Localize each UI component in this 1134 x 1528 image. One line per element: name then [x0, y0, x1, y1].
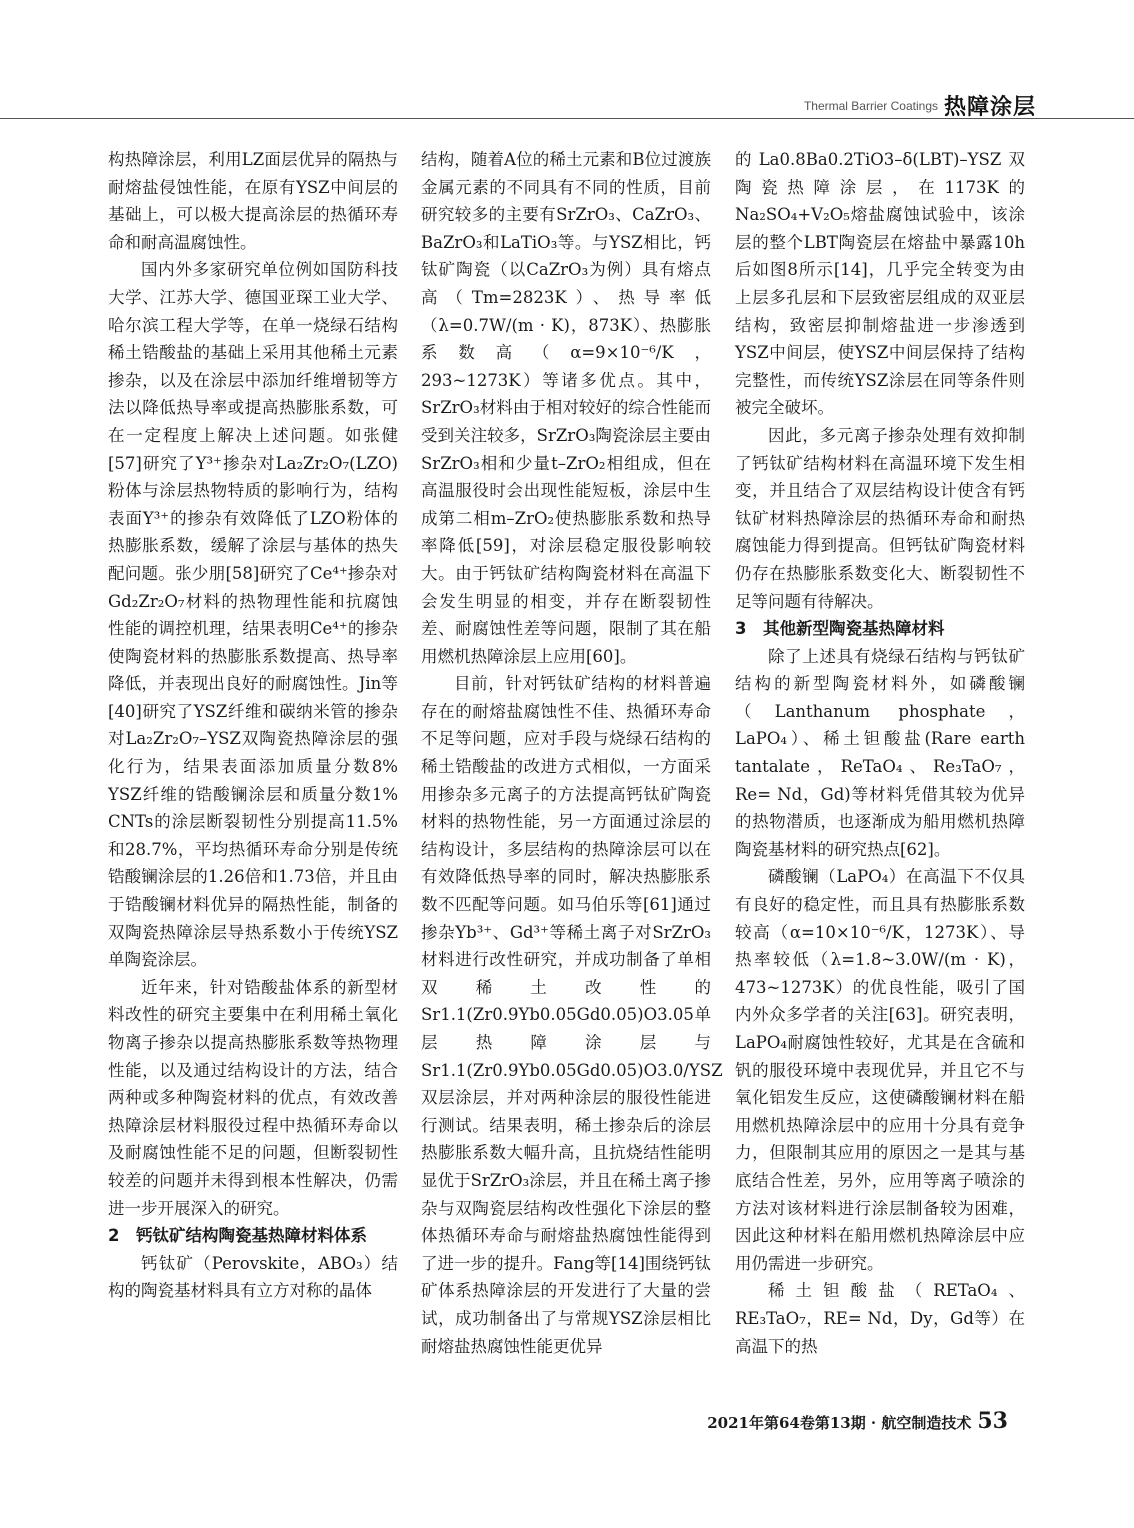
- column-2: [421, 146, 723, 1360]
- paragraph: 的La0.8Ba0.2TiO3–δ(LBT)–YSZ双陶瓷热障涂层，在1173K的Na₂SO₄+V₂O₅熔盐腐蚀试验中，该涂层的整个LBT陶瓷层在熔盐中暴露10h后如图8所示[14]，几乎完全转变为由上层多孔层和下层致密层组成的双亚层结构，致密层抑制熔盐进一步渗透到YSZ中间层，使YSZ中间层保持了结构完整性，而传统YSZ涂层在同等条件则被完全破坏。: [735, 150, 1025, 418]
- page-number: 53: [977, 1408, 1008, 1434]
- paragraph: 钙钛矿（Perovskite，ABO₃）结构的陶瓷基材料具有立方对称的晶体: [108, 1253, 398, 1301]
- paragraph: 结构，随着A位的稀土元素和B位过渡族金属元素的不同具有不同的性质，目前研究较多的主要有SrZrO₃、CaZrO₃、BaZrO₃和LaTiO₃等。与YSZ相比，钙钛矿陶瓷（以CaZrO₃为例）具有熔点高（Tm=2823K）、热导率低（λ=0.7W/(m · K)，873K）、热膨胀系数高（α=9×10⁻⁶/K，293~1273K）等诸多优点。其中，SrZrO₃材料由于相对较好的综合性能而受到关注较多，SrZrO₃陶瓷涂层主要由SrZrO₃相和少量t–ZrO₂相组成，但在高温服役时会出现性能短板，涂层中生成第二相m–ZrO₂使热膨胀系数和热导率降低[59]，对涂层稳定服役影响较大。由于钙钛矿结构陶瓷材料在高温下会发生明显的相变，并存在断裂韧性差、耐腐蚀性差等问题，限制了其在船用燃机热障涂层上应用[60]。: [421, 150, 711, 666]
- paragraph: 除了上述具有烧绿石结构与钙钛矿结构的新型陶瓷材料外，如磷酸镧（Lanthanum phosphate，LaPO₄）、稀土钽酸盐(Rare earth tantalate，ReTaO₄、Re₃TaO₇，Re= Nd，Gd)等材料凭借其较为优异的热物潜质，也逐渐成为船用燃机热障陶瓷基材料的研究热点[62]。: [735, 646, 1025, 859]
- paragraph: 近年来，针对锆酸盐体系的新型材料改性的研究主要集中在利用稀土氧化物离子掺杂以提高热膨胀系数等热物理性能，以及通过结构设计的方法，结合两种或多种陶瓷材料的优点，有效改善热障涂层材料服役过程中热循环寿命以及耐腐蚀性能不足的问题，但断裂韧性较差的问题并未得到根本性解决，仍需进一步开展深入的研究。: [108, 977, 398, 1218]
- paragraph: 构热障涂层，利用LZ面层优异的隔热与耐熔盐侵蚀性能，在原有YSZ中间层的基础上，可以极大提高涂层的热循环寿命和耐高温腐蚀性。: [108, 150, 398, 252]
- paragraph: 国内外多家研究单位例如国防科技大学、江苏大学、德国亚琛工业大学、哈尔滨工程大学等，在单一烧绿石结构稀土锆酸盐的基础上采用其他稀土元素掺杂，以及在涂层中添加纤维增韧等方法以降低热导率或提高热膨胀系数，可在一定程度上解决上述问题。如张健[57]研究了Y³⁺掺杂对La₂Zr₂O₇(LZO)粉体与涂层热物特质的影响行为，结构表面Y³⁺的掺杂有效降低了LZO粉体的热膨胀系数，缓解了涂层与基体的热失配问题。张少朋[58]研究了Ce⁴⁺掺杂对Gd₂Zr₂O₇材料的热物理性能和抗腐蚀性能的调控机理，结果表明Ce⁴⁺的掺杂使陶瓷材料的热膨胀系数提高、热导率降低，并表现出良好的耐腐蚀性。Jin等[40]研究了YSZ纤维和碳纳米管的掺杂对La₂Zr₂O₇–YSZ双陶瓷热障涂层的强化行为，结果表面添加质量分数8% YSZ纤维的锆酸镧涂层和质量分数1% CNTs的涂层断裂韧性分别提高11.5%和28.7%，平均热循环寿命分别是传统锆酸镧涂层的1.26倍和1.73倍，并且由于锆酸镧材料优异的隔热性能，制备的双陶瓷热障涂层导热系数小于传统YSZ单陶瓷涂层。: [108, 260, 398, 970]
- paragraph: 磷酸镧（LaPO₄）在高温下不仅具有良好的稳定性，而且具有热膨胀系数较高（α=10×10⁻⁶/K，1273K）、导热率较低（λ=1.8~3.0W/(m · K)，473~1273K）的优良性能，吸引了国内外众多学者的关注[63]。研究表明，LaPO₄耐腐蚀性较好，尤其是在含硫和钒的服役环境中表现优异，并且它不与氧化铝发生反应，这使磷酸镧材料在船用燃机热障涂层中的应用十分具有竞争力，但限制其应用的原因之一是其与基底结合性差，另外，应用等离子喷涂的方法对该材料进行涂层制备较为困难，因此这种材料在船用燃机热障涂层中应用仍需进一步研究。: [735, 867, 1025, 1273]
- running-header-english: Thermal Barrier Coatings: [803, 99, 938, 113]
- paragraph: 因此，多元离子掺杂处理有效抑制了钙钛矿结构材料在高温环境下发生相变，并且结合了双层结构设计使含有钙钛矿材料热障涂层的热循环寿命和耐热腐蚀能力得到提高。但钙钛矿陶瓷材料仍存在热膨胀系数变化大、断裂韧性不足等问题有待解决。: [735, 425, 1025, 611]
- section-heading: 3 其他新型陶瓷基热障材料: [735, 619, 945, 639]
- paragraph: 目前，针对钙钛矿结构的材料普遍存在的耐熔盐腐蚀性不佳、热循环寿命不足等问题，应对手段与烧绿石结构的稀土锆酸盐的改进方式相似，一方面采用掺杂多元离子的方法提高钙钛矿陶瓷材料的热物性能，另一方面通过涂层的结构设计，多层结构的热障涂层可以在有效降低热导率的同时，解决热膨胀系数不匹配等问题。如马伯乐等[61]通过掺杂Yb³⁺、Gd³⁺等稀土离子对SrZrO₃材料进行改性研究，并成功制备了单相双稀土改性的Sr1.1(Zr0.9Yb0.05Gd0.05)O3.05单层热障涂层与Sr1.1(Zr0.9Yb0.05Gd0.05)O3.0/YSZ双层涂层，并对两种涂层的服役性能进行测试。结果表明，稀土掺杂后的涂层热膨胀系数大幅升高，且抗烧结性能明显优于SrZrO₃涂层，并且在稀土离子掺杂与双陶瓷层结构改性强化下涂层的整体热循环寿命与耐熔盐热腐蚀性能得到了进一步的提升。Fang等[14]围绕钙钛矿体系热障涂层的开发进行了大量的尝试，成功制备出了与常规YSZ涂层相比耐熔盐热腐蚀性能更优异: [421, 674, 723, 1356]
- section-heading: 2 钙钛矿结构陶瓷基热障材料体系: [108, 1226, 367, 1246]
- column-3: [735, 146, 1025, 1360]
- journal-info: 2021年第64卷第13期 · 航空制造技术: [707, 1414, 972, 1432]
- paragraph: 稀土钽酸盐（RETaO₄、RE₃TaO₇，RE= Nd，Dy，Gd等）在高温下的热: [735, 1281, 1025, 1356]
- page-footer: [600, 1408, 1008, 1434]
- column-1: [108, 146, 398, 1305]
- running-header-chinese: 热障涂层: [944, 95, 1037, 120]
